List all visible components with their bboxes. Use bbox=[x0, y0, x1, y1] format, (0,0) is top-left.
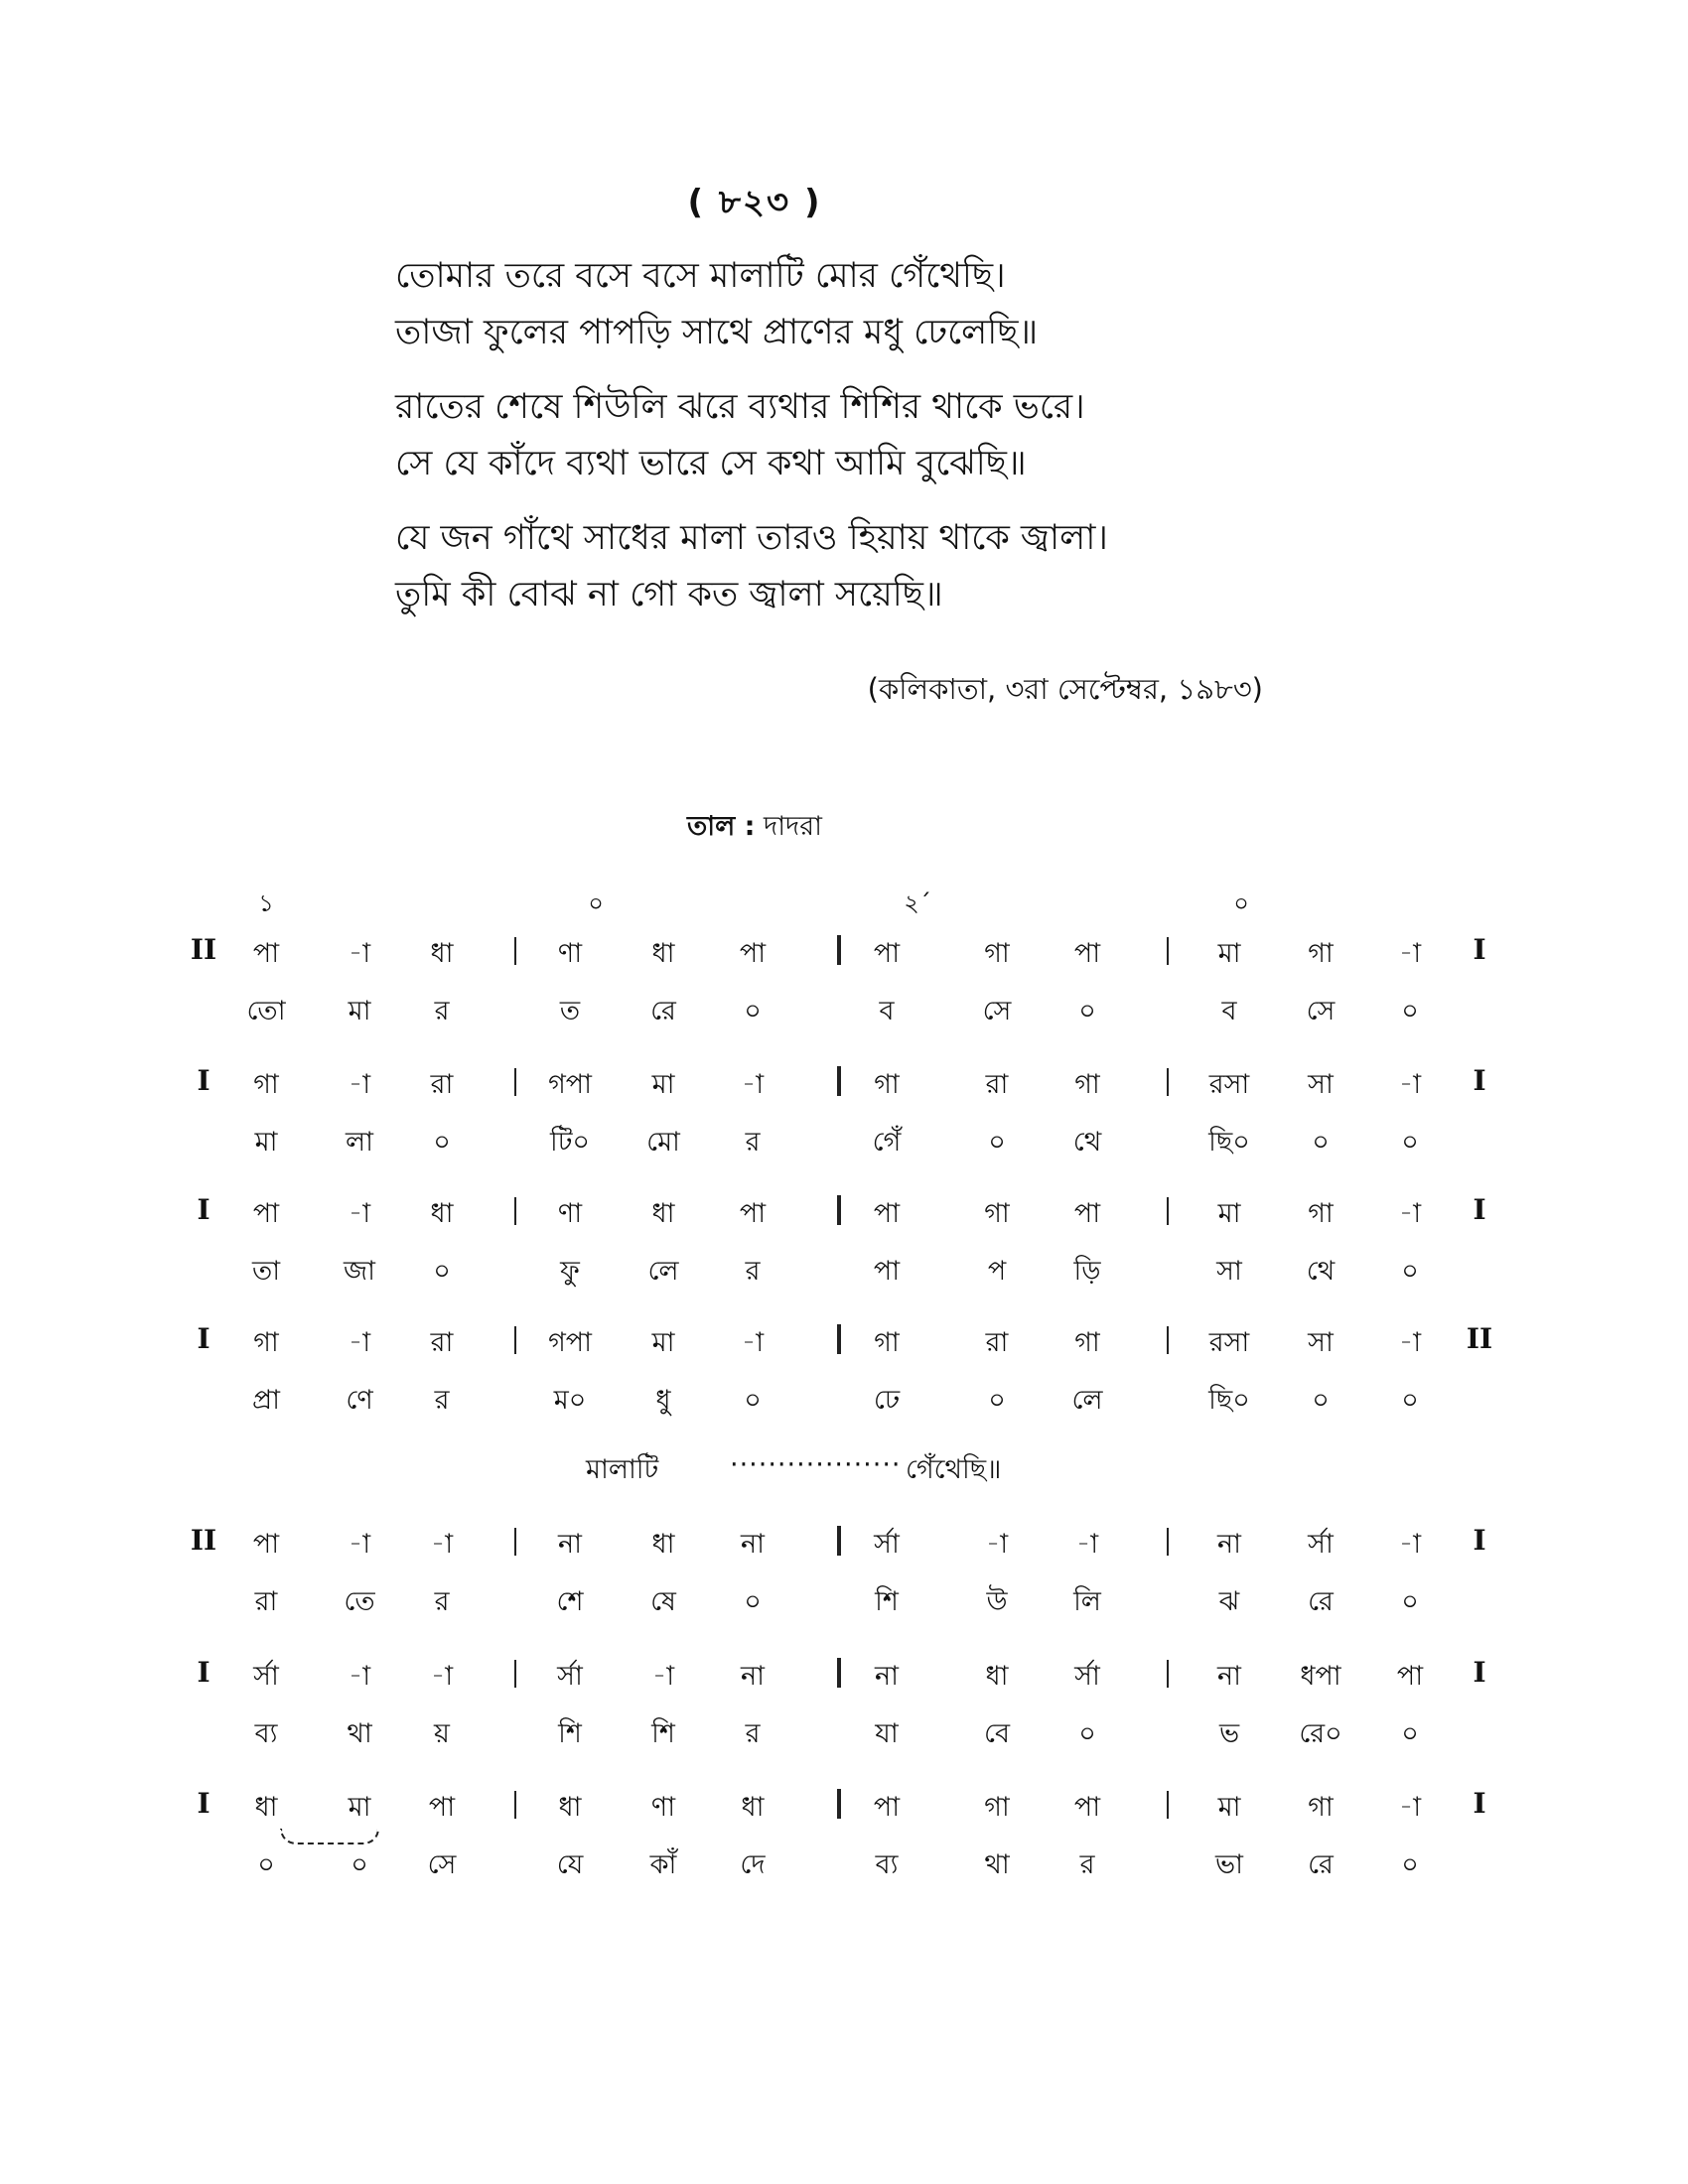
swara-note: পা bbox=[739, 938, 767, 969]
beat-mark: ১ bbox=[258, 889, 274, 917]
middle-divider bbox=[837, 1195, 841, 1225]
syllable: ০ bbox=[1312, 1127, 1330, 1158]
swara-note: পা bbox=[873, 1792, 901, 1823]
swara-note: গা bbox=[1308, 1198, 1334, 1229]
syllable: ব্য bbox=[875, 1849, 899, 1880]
swara-note: পা bbox=[252, 1198, 280, 1229]
swara-note: -া bbox=[348, 1069, 371, 1100]
row-start-bar: I bbox=[197, 1193, 211, 1226]
syllable: ধু bbox=[655, 1385, 671, 1416]
row-end-bar: II bbox=[1466, 1322, 1493, 1355]
vibhag-divider bbox=[514, 937, 516, 965]
swara-note: -া bbox=[1398, 1069, 1422, 1100]
syllable: শি bbox=[558, 1718, 582, 1749]
swara-note: সা bbox=[1308, 1069, 1334, 1100]
swara-note: -া bbox=[1075, 1529, 1099, 1560]
syllable: ০ bbox=[1078, 996, 1096, 1026]
syllable: রে০ bbox=[1299, 1718, 1342, 1749]
syllable: লি bbox=[1073, 1586, 1101, 1617]
syllable: ০ bbox=[257, 1849, 275, 1880]
syllable: ০ bbox=[1401, 1256, 1419, 1287]
swara-note: -া bbox=[430, 1529, 454, 1560]
syllable: কাঁ bbox=[649, 1849, 677, 1880]
syllable: মা bbox=[348, 996, 371, 1026]
swara-note: -া bbox=[1398, 1529, 1422, 1560]
syllable: র bbox=[434, 996, 450, 1026]
swara-note: পা bbox=[428, 1792, 456, 1823]
swara-note: মা bbox=[1217, 1198, 1241, 1229]
row-start-bar: I bbox=[197, 1787, 211, 1820]
vibhag-divider bbox=[514, 1326, 516, 1354]
swara-note: ধা bbox=[558, 1792, 582, 1823]
syllable: তে bbox=[344, 1586, 375, 1617]
syllable: ষে bbox=[650, 1586, 676, 1617]
syllable: লে bbox=[1071, 1385, 1103, 1416]
vibhag-divider bbox=[514, 1791, 516, 1819]
swara-note: গপা bbox=[548, 1327, 592, 1358]
syllable: সা bbox=[1216, 1256, 1242, 1287]
swara-note: রা bbox=[430, 1069, 454, 1100]
swara-note: -া bbox=[741, 1327, 765, 1358]
swara-note: গা bbox=[1308, 1792, 1334, 1823]
syllable: ছি০ bbox=[1208, 1127, 1250, 1158]
syllable: ০ bbox=[1078, 1718, 1096, 1749]
middle-divider bbox=[837, 1526, 841, 1556]
syllable: প bbox=[987, 1256, 1007, 1287]
syllable: ফু bbox=[560, 1256, 580, 1287]
swara-note: মা bbox=[651, 1327, 675, 1358]
syllable: রা bbox=[254, 1586, 278, 1617]
syllable: য় bbox=[434, 1718, 450, 1749]
syllable: ণে bbox=[346, 1385, 373, 1416]
swara-note: রসা bbox=[1208, 1069, 1250, 1100]
syllable: পা bbox=[873, 1256, 901, 1287]
swara-note: -া bbox=[348, 938, 371, 969]
swara-note: র্সা bbox=[1308, 1529, 1334, 1560]
syllable: রে bbox=[1308, 1586, 1334, 1617]
swara-note: গা bbox=[874, 1069, 900, 1100]
tala-value: দাদরা bbox=[764, 811, 822, 842]
swara-note: গা bbox=[984, 938, 1010, 969]
swara-note: -া bbox=[1398, 938, 1422, 969]
swara-note: মা bbox=[348, 1792, 371, 1823]
syllable: তা bbox=[251, 1256, 281, 1287]
syllable: টি০ bbox=[550, 1127, 590, 1158]
syllable: র bbox=[1079, 1849, 1095, 1880]
syllable: ০ bbox=[1401, 1127, 1419, 1158]
swara-note: ধা bbox=[430, 1198, 454, 1229]
syllable: লা bbox=[346, 1127, 373, 1158]
lyric-line: রাতের শেষে শিউলি ঝরে ব্যথার শিশির থাকে ভরে। bbox=[395, 387, 1085, 427]
refrain-dots: ·················· bbox=[730, 1449, 902, 1480]
middle-divider bbox=[837, 1066, 841, 1096]
middle-divider bbox=[837, 1658, 841, 1688]
swara-note: র্সা bbox=[253, 1661, 279, 1692]
syllable: দে bbox=[740, 1849, 766, 1880]
swara-note: ণা bbox=[650, 1792, 676, 1823]
syllable: মো bbox=[646, 1127, 680, 1158]
vibhag-divider bbox=[1167, 1197, 1169, 1225]
swara-note: না bbox=[741, 1661, 765, 1692]
swara-note: ণা bbox=[557, 1198, 583, 1229]
syllable: শি bbox=[651, 1718, 675, 1749]
row-start-bar: I bbox=[197, 1064, 211, 1097]
syllable: ০ bbox=[1401, 1385, 1419, 1416]
syllable: থে bbox=[1306, 1256, 1336, 1287]
lyric-line: তোমার তরে বসে বসে মালাটি মোর গেঁথেছি। bbox=[395, 256, 1006, 296]
swara-note: পা bbox=[1073, 1198, 1101, 1229]
swara-note: ধা bbox=[741, 1792, 765, 1823]
lyric-line: সে যে কাঁদে ব্যথা ভারে সে কথা আমি বুঝেছি॥ bbox=[395, 444, 1027, 483]
vibhag-divider bbox=[1167, 1326, 1169, 1354]
syllable: থে bbox=[1072, 1127, 1102, 1158]
syllable: ব্য bbox=[254, 1718, 278, 1749]
row-end-bar: I bbox=[1473, 933, 1486, 966]
syllable: থা bbox=[984, 1849, 1010, 1880]
refrain-start: মালাটি bbox=[586, 1454, 659, 1485]
swara-note: না bbox=[741, 1529, 765, 1560]
swara-note: না bbox=[558, 1529, 582, 1560]
syllable: ম০ bbox=[553, 1385, 587, 1416]
swara-note: পা bbox=[1073, 1792, 1101, 1823]
syllable: ০ bbox=[1401, 1849, 1419, 1880]
swara-note: গা bbox=[1074, 1069, 1100, 1100]
swara-note: না bbox=[875, 1661, 899, 1692]
syllable: র bbox=[745, 1127, 761, 1158]
row-start-bar: II bbox=[190, 1524, 217, 1557]
swara-note: গা bbox=[1308, 938, 1334, 969]
syllable: ঢে bbox=[873, 1385, 901, 1416]
swara-note: সা bbox=[1308, 1327, 1334, 1358]
swara-note: মা bbox=[1217, 938, 1241, 969]
lyric-line: যে জন গাঁথে সাধের মালা তারও হিয়ায় থাকে জ্বালা। bbox=[395, 518, 1108, 558]
middle-divider bbox=[837, 1789, 841, 1819]
swara-note: পা bbox=[873, 938, 901, 969]
syllable: ০ bbox=[1312, 1385, 1330, 1416]
swara-note: -া bbox=[1398, 1198, 1422, 1229]
syllable: রে bbox=[650, 996, 676, 1026]
vibhag-divider bbox=[514, 1660, 516, 1688]
swara-note: -া bbox=[348, 1327, 371, 1358]
swara-note: মা bbox=[651, 1069, 675, 1100]
syllable: জা bbox=[344, 1256, 375, 1287]
syllable: থা bbox=[347, 1718, 372, 1749]
syllable: ভা bbox=[1215, 1849, 1243, 1880]
vibhag-divider bbox=[514, 1197, 516, 1225]
row-end-bar: I bbox=[1473, 1787, 1486, 1820]
syllable: ব bbox=[879, 996, 895, 1026]
syllable: শি bbox=[875, 1586, 899, 1617]
syllable: ঝ bbox=[1218, 1586, 1240, 1617]
vibhag-divider bbox=[514, 1528, 516, 1556]
syllable: সে bbox=[1306, 996, 1336, 1026]
swara-note: পা bbox=[252, 1529, 280, 1560]
syllable: ০ bbox=[988, 1385, 1006, 1416]
syllable: ০ bbox=[351, 1849, 368, 1880]
syllable: ০ bbox=[1401, 1718, 1419, 1749]
syllable: র bbox=[745, 1718, 761, 1749]
syllable: ০ bbox=[744, 1385, 762, 1416]
syllable: লে bbox=[647, 1256, 679, 1287]
swara-note: পা bbox=[873, 1198, 901, 1229]
row-start-bar: I bbox=[197, 1656, 211, 1689]
swara-note: ধপা bbox=[1300, 1661, 1341, 1692]
swara-note: -া bbox=[1398, 1792, 1422, 1823]
swara-note: র্সা bbox=[1074, 1661, 1100, 1692]
syllable: উ bbox=[986, 1586, 1008, 1617]
syllable: ০ bbox=[433, 1256, 451, 1287]
swara-note: গা bbox=[253, 1069, 279, 1100]
swara-note: পা bbox=[739, 1198, 767, 1229]
middle-divider bbox=[837, 1324, 841, 1354]
refrain-end: গেঁথেছি॥ bbox=[906, 1454, 1002, 1485]
syllable: সে bbox=[982, 996, 1012, 1026]
lyric-line: তাজা ফুলের পাপড়ি সাথে প্রাণের মধু ঢেলেছি॥ bbox=[395, 313, 1039, 352]
composition-date: (কলিকাতা, ৩রা সেপ্টেম্বর, ১৯৮৩) bbox=[867, 672, 1263, 706]
swara-note: ধা bbox=[985, 1661, 1009, 1692]
row-start-bar: II bbox=[190, 933, 217, 966]
syllable: যা bbox=[875, 1718, 899, 1749]
syllable: বে bbox=[984, 1718, 1010, 1749]
syllable: ০ bbox=[433, 1127, 451, 1158]
syllable: র bbox=[434, 1385, 450, 1416]
row-end-bar: I bbox=[1473, 1193, 1486, 1226]
row-end-bar: I bbox=[1473, 1064, 1486, 1097]
swara-note: গা bbox=[984, 1198, 1010, 1229]
syllable: ০ bbox=[1401, 1586, 1419, 1617]
row-start-bar: I bbox=[197, 1322, 211, 1355]
beat-mark: ০ bbox=[588, 889, 604, 917]
swara-note: ধা bbox=[651, 938, 675, 969]
swara-note: ধা bbox=[651, 1198, 675, 1229]
syllable: র bbox=[434, 1586, 450, 1617]
swara-note: -া bbox=[1398, 1327, 1422, 1358]
swara-note: -া bbox=[651, 1661, 675, 1692]
syllable: ছি০ bbox=[1208, 1385, 1250, 1416]
swara-note: -া bbox=[741, 1069, 765, 1100]
tala-label: তাল : bbox=[687, 811, 756, 842]
syllable: র bbox=[745, 1256, 761, 1287]
syllable: ব bbox=[1221, 996, 1237, 1026]
swara-note: পা bbox=[1073, 938, 1101, 969]
middle-divider bbox=[837, 935, 841, 965]
swara-note: র্সা bbox=[557, 1661, 583, 1692]
beat-mark: ২´ bbox=[904, 889, 931, 917]
swara-note: রা bbox=[985, 1327, 1009, 1358]
syllable: রে bbox=[1308, 1849, 1334, 1880]
syllable: সে bbox=[427, 1849, 457, 1880]
vibhag-divider bbox=[1167, 937, 1169, 965]
swara-note: গপা bbox=[548, 1069, 592, 1100]
lyric-line: তুমি কী বোঝ না গো কত জ্বালা সয়েছি॥ bbox=[395, 575, 943, 614]
swara-note: -া bbox=[348, 1661, 371, 1692]
vibhag-divider bbox=[1167, 1791, 1169, 1819]
syllable: ড়ি bbox=[1073, 1256, 1101, 1287]
swara-note: ণা bbox=[557, 938, 583, 969]
syllable: গেঁ bbox=[872, 1127, 902, 1158]
syllable: ভ bbox=[1218, 1718, 1240, 1749]
song-number: ( ৮২৩ ) bbox=[687, 183, 822, 222]
syllable: যে bbox=[556, 1849, 584, 1880]
syllable: ০ bbox=[1401, 996, 1419, 1026]
row-end-bar: I bbox=[1473, 1524, 1486, 1557]
swara-note: র্সা bbox=[874, 1529, 900, 1560]
vibhag-divider bbox=[1167, 1068, 1169, 1096]
swara-note: ধা bbox=[430, 938, 454, 969]
syllable: মা bbox=[254, 1127, 278, 1158]
swara-note: মা bbox=[1217, 1792, 1241, 1823]
vibhag-divider bbox=[1167, 1528, 1169, 1556]
swara-note: ধা bbox=[651, 1529, 675, 1560]
swara-note: রা bbox=[985, 1069, 1009, 1100]
swara-note: গা bbox=[984, 1792, 1010, 1823]
syllable: ০ bbox=[988, 1127, 1006, 1158]
swara-note: পা bbox=[1396, 1661, 1424, 1692]
row-end-bar: I bbox=[1473, 1656, 1486, 1689]
swara-note: -া bbox=[348, 1529, 371, 1560]
beat-mark: ০ bbox=[1233, 889, 1249, 917]
swara-note: পা bbox=[252, 938, 280, 969]
syllable: শে bbox=[556, 1586, 584, 1617]
syllable: ত bbox=[559, 996, 581, 1026]
vibhag-divider bbox=[1167, 1660, 1169, 1688]
syllable: ০ bbox=[744, 996, 762, 1026]
swara-note: না bbox=[1217, 1661, 1241, 1692]
vibhag-divider bbox=[514, 1068, 516, 1096]
swara-note: গা bbox=[874, 1327, 900, 1358]
swara-note: -া bbox=[985, 1529, 1009, 1560]
swara-note: -া bbox=[348, 1198, 371, 1229]
meend-slur bbox=[280, 1829, 379, 1844]
syllable: ০ bbox=[744, 1586, 762, 1617]
swara-note: গা bbox=[253, 1327, 279, 1358]
swara-note: গা bbox=[1074, 1327, 1100, 1358]
swara-note: রা bbox=[430, 1327, 454, 1358]
swara-note: ধা bbox=[254, 1792, 278, 1823]
syllable: প্রা bbox=[252, 1385, 280, 1416]
swara-note: -া bbox=[430, 1661, 454, 1692]
syllable: তো bbox=[246, 996, 286, 1026]
swara-note: রসা bbox=[1208, 1327, 1250, 1358]
swara-note: না bbox=[1217, 1529, 1241, 1560]
